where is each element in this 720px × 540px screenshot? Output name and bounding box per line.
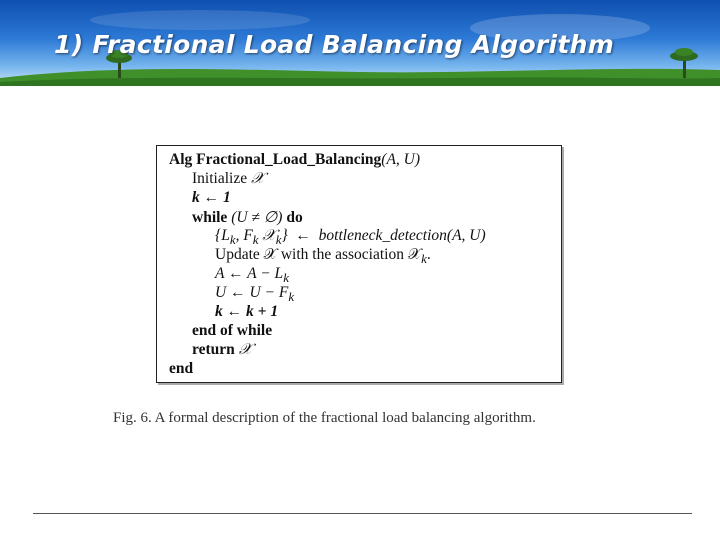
return-line: [192, 341, 252, 359]
a-update-text: A ← A − L: [215, 265, 284, 282]
while-condition: (U ≠ ∅): [231, 209, 283, 226]
bottom-divider: [33, 513, 692, 514]
assignment-line: [215, 227, 486, 248]
title-banner: [0, 0, 720, 86]
assign-lhs-sub2: k: [252, 232, 259, 248]
assign-lhs-open: {L: [215, 227, 230, 244]
return-var: 𝒳: [238, 341, 252, 358]
assign-arrow: ←: [295, 227, 311, 244]
assign-lhs-sub1: k: [229, 232, 236, 248]
init-line: [192, 170, 264, 188]
algorithm-box: [156, 145, 562, 383]
u-update-text: U ← U − F: [215, 284, 289, 301]
update-text: Update 𝒳 with the association 𝒳: [215, 246, 422, 263]
u-update-line: [215, 284, 294, 305]
assign-lhs-sub3: k: [275, 232, 282, 248]
while-keyword: while: [192, 209, 228, 226]
end-while-line: end of while: [192, 322, 273, 339]
assign-lhs-mid: , F: [235, 227, 253, 244]
assign-lhs-x: 𝒳: [258, 227, 276, 244]
slide-title: 1) Fractional Load Balancing Algorithm: [54, 30, 615, 59]
alg-keyword: Alg: [169, 151, 193, 168]
u-update-sub: k: [288, 289, 295, 305]
update-line: [215, 246, 431, 267]
a-update-sub: k: [283, 270, 289, 286]
bottleneck-call: bottleneck_detection: [318, 227, 447, 244]
while-line: [192, 208, 303, 227]
figure-caption: Fig. 6. A formal description of the fractional load balancing algorithm.: [113, 410, 536, 426]
algorithm-header: [169, 151, 420, 169]
update-end: .: [426, 246, 431, 263]
bottleneck-args: (A, U): [446, 227, 486, 244]
end-line: end: [169, 360, 194, 377]
k-init-line: k ← 1: [192, 189, 231, 206]
alg-args: (A, U): [381, 151, 421, 168]
k-update-line: k ← k + 1: [215, 303, 279, 320]
a-update-line: [215, 265, 289, 286]
init-keyword: Initialize: [192, 170, 248, 187]
init-var: 𝒳: [250, 170, 265, 187]
alg-name: Fractional_Load_Balancing: [196, 151, 382, 168]
assign-lhs-close: }: [281, 227, 288, 244]
return-keyword: return: [192, 341, 235, 358]
update-sub: k: [421, 251, 427, 267]
do-keyword: do: [286, 209, 303, 226]
